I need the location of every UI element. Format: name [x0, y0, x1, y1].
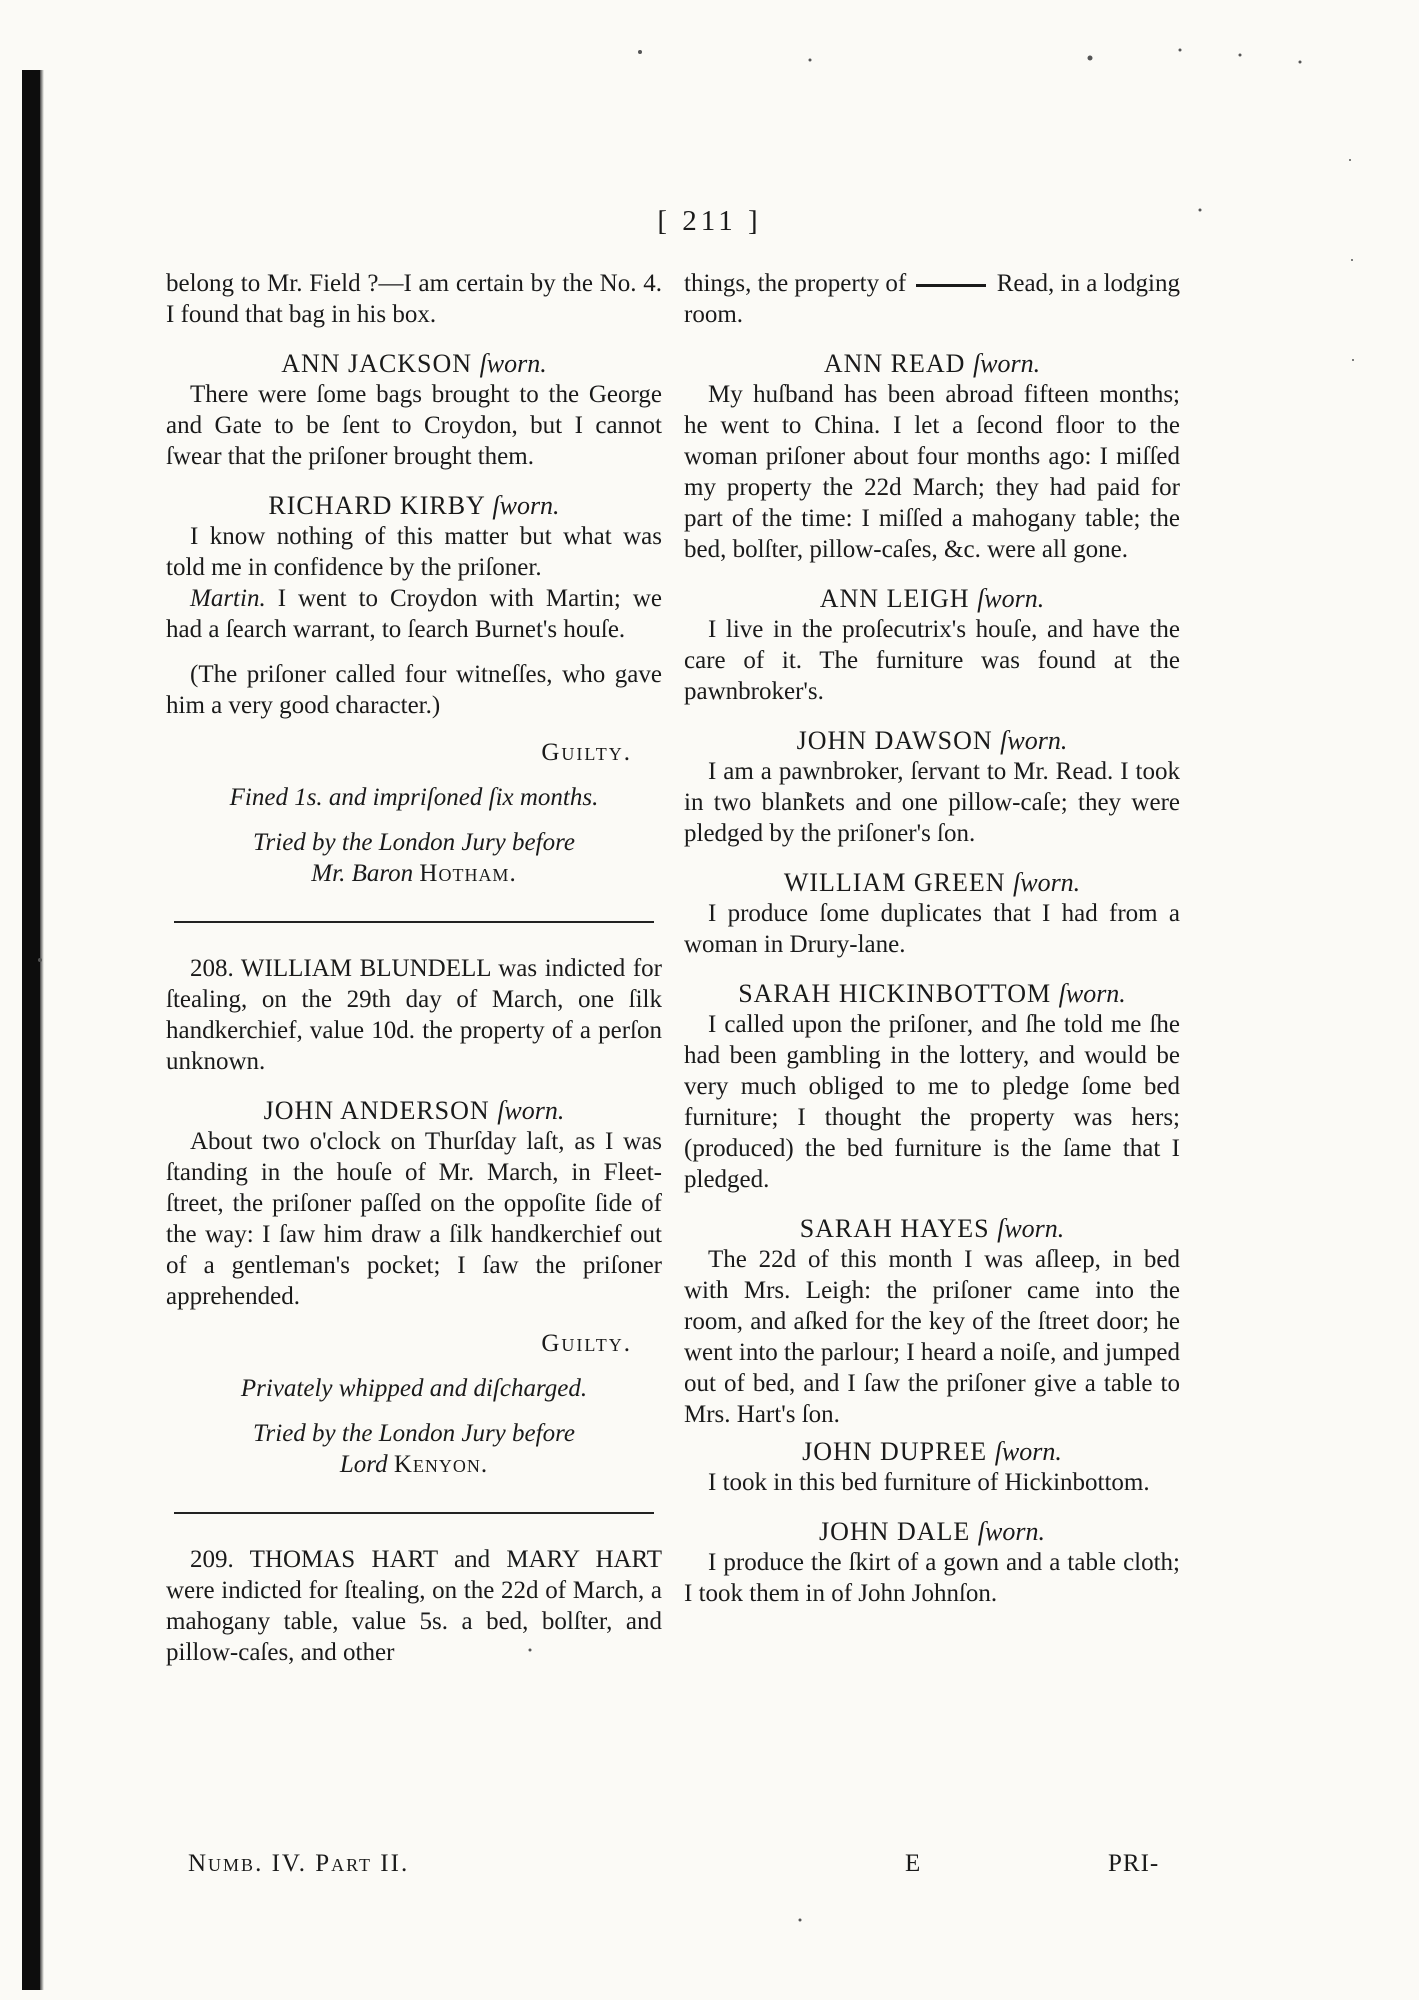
testimony-sarah-hickinbottom: I called upon the priſoner, and ſhe told me ſhe had been gambling in the lottery, and would be very much obliged to me to pledge ſome bed furniture; I thought the property was hers; (produced) the bed furniture is the ſame that I pledged. [684, 1011, 1180, 1193]
witness-name: SARAH HICKINBOTTOM [738, 979, 1052, 1008]
judge-name: Hotham. [419, 860, 517, 887]
witness-name: JOHN DUPREE [802, 1437, 988, 1466]
sentence: Fined 1s. and impriſoned ſix months. [229, 784, 599, 811]
witness-name: ANN READ [823, 349, 966, 378]
judge-title: Lord [339, 1451, 388, 1478]
case-209-indictment: 209. THOMAS HART and MARY HART were indicted for ſtealing, on the 22d of March, a mahogany table, value 5s. a bed, bolſter, and pillow-caſes, and other [166, 1546, 662, 1666]
witness-heading-ann-jackson [166, 348, 662, 379]
tried-before-line-2 [166, 1449, 662, 1480]
tried-before-line-2 [166, 858, 662, 889]
witness-name: ANN LEIGH [819, 584, 970, 613]
sworn-label: ſworn. [997, 1214, 1065, 1243]
speaker-label: Martin. [190, 585, 266, 612]
catchword: PRI- [1108, 1850, 1160, 1877]
witness-name: JOHN DAWSON [796, 726, 993, 755]
testimony-john-dawson: I am a pawnbroker, ſervant to Mr. Read. I took in two blankets and one pillow-caſe; they were pledged by the priſoner's ſon. [684, 758, 1180, 847]
sworn-label: ſworn. [497, 1096, 565, 1125]
tried-before-line-1: Tried by the London Jury before [253, 829, 575, 856]
sworn-label: ſworn. [972, 349, 1041, 378]
judge-title: Mr. Baron [311, 860, 414, 887]
issue-number: Numb. IV. Part II. [188, 1850, 410, 1877]
sentence: Privately whipped and diſcharged. [240, 1375, 588, 1402]
testimony-william-green: I produce ſome duplicates that I had from a woman in Drury-lane. [684, 900, 1180, 958]
witness-heading-william-green [684, 867, 1180, 898]
signature-mark: E [905, 1850, 921, 1877]
text-before-dash: things, the property of [684, 270, 907, 297]
section-divider [174, 1512, 654, 1514]
witness-name: JOHN ANDERSON [263, 1096, 490, 1125]
section-divider [174, 921, 654, 923]
sworn-label: ſworn. [1058, 979, 1126, 1008]
page-number: [ 211 ] [657, 205, 762, 237]
text-after-dash: Read, in a lodging room. [684, 270, 1180, 328]
name-dash [916, 284, 986, 287]
tried-before-line-1: Tried by the London Jury before [253, 1420, 575, 1447]
testimony-john-dale: I produce the ſkirt of a gown and a table cloth; I took them in of John Johnſon. [684, 1549, 1180, 1607]
continuation-paragraph: belong to Mr. Field ?—I am certain by the No. 4. I found that bag in his box. [166, 270, 662, 328]
witness-heading-sarah-hayes [684, 1213, 1180, 1244]
sworn-label: ſworn. [1013, 868, 1081, 897]
witness-name: SARAH HAYES [799, 1214, 990, 1243]
witness-heading-john-dawson [684, 725, 1180, 756]
left-column [166, 268, 662, 1668]
testimony-ann-read: My huſband has been abroad fifteen months; he went to China. I let a ſecond floor to the woman priſoner about four months ago: I miſſed my property the 22d March; they had paid for part of the time: I miſſed a mahogany table; the bed, bolſter, pillow-caſes, &c. were all gone. [684, 381, 1180, 563]
speaker-text: I went to Croydon with Martin; we had a ſearch warrant, to ſearch Burnet's houſe. [166, 585, 663, 643]
continuation-paragraph [684, 268, 1180, 330]
witness-heading-john-dale [684, 1516, 1180, 1547]
testimony-richard-kirby: I know nothing of this matter but what was told me in confidence by the priſoner. [166, 523, 662, 581]
testimony-john-dupree: I took in this bed furniture of Hickinbottom. [708, 1469, 1150, 1496]
sworn-label: ſworn. [479, 349, 547, 378]
sworn-label: ſworn. [492, 491, 560, 520]
right-column [684, 268, 1180, 1609]
testimony-ann-leigh: I live in the proſecutrix's houſe, and have the care of it. The furniture was found at the pawnbroker's. [684, 616, 1180, 705]
judge-name: Kenyon. [393, 1451, 489, 1478]
testimony-martin [166, 583, 662, 645]
witness-name: WILLIAM GREEN [783, 868, 1006, 897]
witness-heading-richard-kirby [166, 490, 662, 521]
testimony-sarah-hayes: The 22d of this month I was aſleep, in bed with Mrs. Leigh: the priſoner came into the room, and aſked for the key of the ſtreet door; he went into the parlour; I heard a noiſe, and jumped out of bed, and I ſaw the priſoner give a table to Mrs. Hart's ſon. [684, 1246, 1180, 1428]
sworn-label: ſworn. [977, 584, 1045, 613]
testimony-john-anderson: About two o'clock on Thurſday laſt, as I was ſtanding in the houſe of Mr. March, in Fleet-ſtreet, the priſoner paſſed on the oppoſite ſide of the way: I ſaw him draw a ſilk handkerchief out of a gentleman's pocket; I ſaw the priſoner apprehended. [166, 1128, 662, 1310]
witness-heading-ann-leigh [684, 583, 1180, 614]
case-208-indictment: 208. WILLIAM BLUNDELL was indicted for ſtealing, on the 29th day of March, one ſilk handkerchief, value 10d. the property of a perſon unknown. [166, 955, 662, 1075]
verdict: Guilty. [541, 739, 632, 766]
sworn-label: ſworn. [994, 1437, 1062, 1466]
sworn-label: ſworn. [977, 1517, 1045, 1546]
witness-heading-john-anderson [166, 1095, 662, 1126]
witness-heading-john-dupree [684, 1436, 1180, 1467]
witness-name: ANN JACKSON [281, 349, 473, 378]
testimony-ann-jackson: There were ſome bags brought to the George and Gate to be ſent to Croydon, but I cannot ſwear that the priſoner brought them. [166, 381, 662, 470]
witness-heading-sarah-hickinbottom [684, 978, 1180, 1009]
verdict: Guilty. [541, 1330, 632, 1357]
witness-name: RICHARD KIRBY [268, 491, 485, 520]
sworn-label: ſworn. [1000, 726, 1068, 755]
witness-heading-ann-read [684, 348, 1180, 379]
witness-name: JOHN DALE [819, 1517, 971, 1546]
witnesses-note: (The priſoner called four witneſſes, who gave him a very good character.) [166, 661, 662, 719]
